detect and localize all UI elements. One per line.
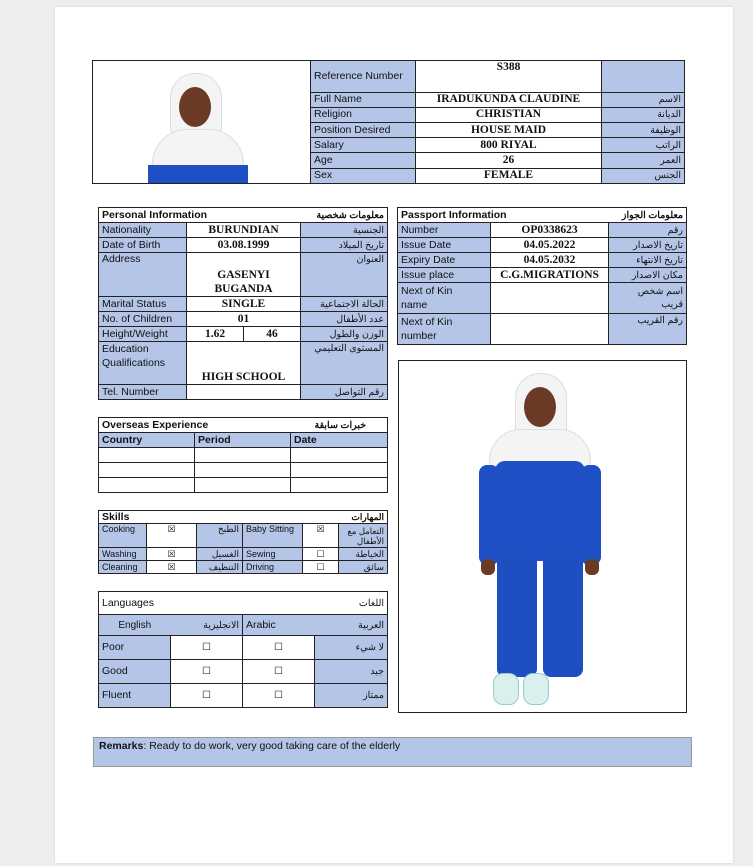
address-value: GASENYI BUGANDA: [187, 253, 301, 297]
kin-name-ar: اسم شخص قريب: [609, 283, 687, 314]
passport-info-title: Passport Information: [398, 208, 609, 223]
children-value: 01: [187, 312, 301, 327]
cv-page: [55, 7, 733, 863]
salary-label: Salary: [311, 138, 416, 153]
level-poor-label: Poor: [99, 636, 171, 660]
address-ar: العنوان: [301, 253, 388, 297]
kin-name-label: Next of Kin name: [398, 283, 491, 314]
overseas-title: Overseas Experience: [99, 418, 291, 433]
overseas-row: [99, 478, 388, 493]
passport-number-label: Number: [398, 223, 491, 238]
personal-info-title: Personal Information: [99, 208, 244, 223]
issue-place-value: C.G.MIGRATIONS: [491, 268, 609, 283]
skill-cooking-checkbox[interactable]: ☒: [147, 524, 197, 548]
education-label: Education Qualifications: [99, 342, 187, 385]
skill-babysitting-checkbox[interactable]: ☒: [303, 524, 339, 548]
expiry-date-ar: تاريخ الانتهاء: [609, 253, 687, 268]
personal-info-title-ar: معلومات شخصية: [244, 208, 388, 223]
passport-number-value: OP0338623: [491, 223, 609, 238]
skills-title: Skills: [99, 511, 243, 524]
languages-title-ar: اللغات: [243, 592, 388, 615]
address-label: Address: [99, 253, 187, 297]
languages-title: Languages: [99, 592, 243, 615]
skill-washing-label: Washing: [99, 548, 147, 561]
weight-value: 46: [244, 327, 301, 342]
skill-cleaning-label: Cleaning: [99, 561, 147, 574]
kin-number-label: Next of Kin number: [398, 314, 491, 345]
kin-number-value: [491, 314, 609, 345]
skill-driving-ar: سائق: [339, 561, 388, 574]
standing-figure: [467, 369, 627, 709]
skill-babysitting-label: Baby Sitting: [243, 524, 303, 548]
overseas-section: [98, 417, 387, 493]
language-english-label: English: [99, 615, 171, 636]
age-value: 26: [416, 153, 602, 168]
reference-ar: [602, 61, 685, 93]
age-label: Age: [311, 153, 416, 168]
nationality-value: BURUNDIAN: [187, 223, 301, 238]
issue-date-value: 04.05.2022: [491, 238, 609, 253]
level-good-ar: جيد: [315, 660, 388, 684]
height-weight-ar: الوزن والطول: [301, 327, 388, 342]
skill-washing-ar: الغسيل: [197, 548, 243, 561]
height-weight-label: Height/Weight: [99, 327, 187, 342]
reference-value: S388: [416, 61, 602, 93]
issue-date-label: Issue Date: [398, 238, 491, 253]
remarks-box: [93, 737, 692, 767]
salary-value: 800 RIYAL: [416, 138, 602, 153]
level-good-arabic-checkbox[interactable]: ☐: [243, 660, 315, 684]
salary-ar: الراتب: [602, 138, 685, 153]
sex-label: Sex: [311, 168, 416, 183]
dob-value: 03.08.1999: [187, 238, 301, 253]
passport-info-title-ar: معلومات الجواز: [609, 208, 687, 223]
tel-value: [187, 385, 301, 400]
overseas-row: [99, 448, 388, 463]
full-body-photo: [398, 360, 687, 713]
full-name-label: Full Name: [311, 92, 416, 107]
expiry-date-label: Expiry Date: [398, 253, 491, 268]
height-value: 1.62: [187, 327, 244, 342]
overseas-row: [99, 463, 388, 478]
overseas-title-ar: خبرات سابقة: [291, 418, 388, 433]
overseas-header-period: Period: [195, 433, 291, 448]
language-english-ar: الانجليزية: [171, 615, 243, 636]
skill-cooking-label: Cooking: [99, 524, 147, 548]
marital-label: Marital Status: [99, 297, 187, 312]
marital-value: SINGLE: [187, 297, 301, 312]
overseas-header-date: Date: [291, 433, 388, 448]
level-fluent-label: Fluent: [99, 684, 171, 708]
position-label: Position Desired: [311, 122, 416, 137]
top-section: [92, 60, 684, 184]
language-arabic-label: Arabic: [243, 615, 315, 636]
passport-info-section: [397, 207, 686, 345]
languages-section: [98, 591, 387, 708]
issue-place-ar: مكان الاصدار: [609, 268, 687, 283]
tel-ar: رقم التواصل: [301, 385, 388, 400]
sex-ar: الجنس: [602, 168, 685, 183]
full-name-value: IRADUKUNDA CLAUDINE: [416, 92, 602, 107]
overseas-header-country: Country: [99, 433, 195, 448]
position-ar: الوظيفة: [602, 122, 685, 137]
skill-sewing-checkbox[interactable]: ☐: [303, 548, 339, 561]
position-value: HOUSE MAID: [416, 122, 602, 137]
skill-babysitting-ar: التعامل مع الأطفال: [339, 524, 388, 548]
kin-number-ar: رقم القريب: [609, 314, 687, 345]
education-value: HIGH SCHOOL: [187, 342, 301, 385]
dob-ar: تاريخ الميلاد: [301, 238, 388, 253]
language-arabic-ar: العربية: [315, 615, 388, 636]
marital-ar: الحالة الاجتماعية: [301, 297, 388, 312]
religion-label: Religion: [311, 107, 416, 122]
children-label: No. of Children: [99, 312, 187, 327]
education-ar: المستوى التعليمي: [301, 342, 388, 385]
skill-washing-checkbox[interactable]: ☒: [147, 548, 197, 561]
level-fluent-arabic-checkbox[interactable]: ☐: [243, 684, 315, 708]
skill-cleaning-ar: التنظيف: [197, 561, 243, 574]
level-fluent-english-checkbox[interactable]: ☐: [171, 684, 243, 708]
level-fluent-ar: ممتاز: [315, 684, 388, 708]
skill-driving-label: Driving: [243, 561, 303, 574]
children-ar: عدد الأطفال: [301, 312, 388, 327]
skill-driving-checkbox[interactable]: ☐: [303, 561, 339, 574]
issue-place-label: Issue place: [398, 268, 491, 283]
level-poor-arabic-checkbox[interactable]: ☐: [243, 636, 315, 660]
reference-label: Reference Number: [311, 61, 416, 93]
level-good-english-checkbox[interactable]: ☐: [171, 660, 243, 684]
skills-section: [98, 510, 387, 574]
full-name-ar: الاسم: [602, 92, 685, 107]
level-good-label: Good: [99, 660, 171, 684]
personal-info-section: [98, 207, 387, 400]
expiry-date-value: 04.05.2032: [491, 253, 609, 268]
level-poor-english-checkbox[interactable]: ☐: [171, 636, 243, 660]
nationality-ar: الجنسية: [301, 223, 388, 238]
religion-value: CHRISTIAN: [416, 107, 602, 122]
tel-label: Tel. Number: [99, 385, 187, 400]
level-poor-ar: لا شيء: [315, 636, 388, 660]
skill-sewing-ar: الخياطة: [339, 548, 388, 561]
passport-number-ar: رقم: [609, 223, 687, 238]
remarks-text: : Ready to do work, very good taking care of the elderly: [143, 740, 401, 752]
kin-name-value: [491, 283, 609, 314]
sex-value: FEMALE: [416, 168, 602, 183]
age-ar: العمر: [602, 153, 685, 168]
portrait-figure: [148, 73, 248, 183]
dob-label: Date of Birth: [99, 238, 187, 253]
skill-sewing-label: Sewing: [243, 548, 303, 561]
skill-cooking-ar: الطبخ: [197, 524, 243, 548]
religion-ar: الديانة: [602, 107, 685, 122]
issue-date-ar: تاريخ الاصدار: [609, 238, 687, 253]
remarks-label: Remarks: [99, 740, 144, 752]
skills-title-ar: المهارات: [243, 511, 388, 524]
nationality-label: Nationality: [99, 223, 187, 238]
skill-cleaning-checkbox[interactable]: ☒: [147, 561, 197, 574]
portrait-photo: [93, 61, 311, 184]
